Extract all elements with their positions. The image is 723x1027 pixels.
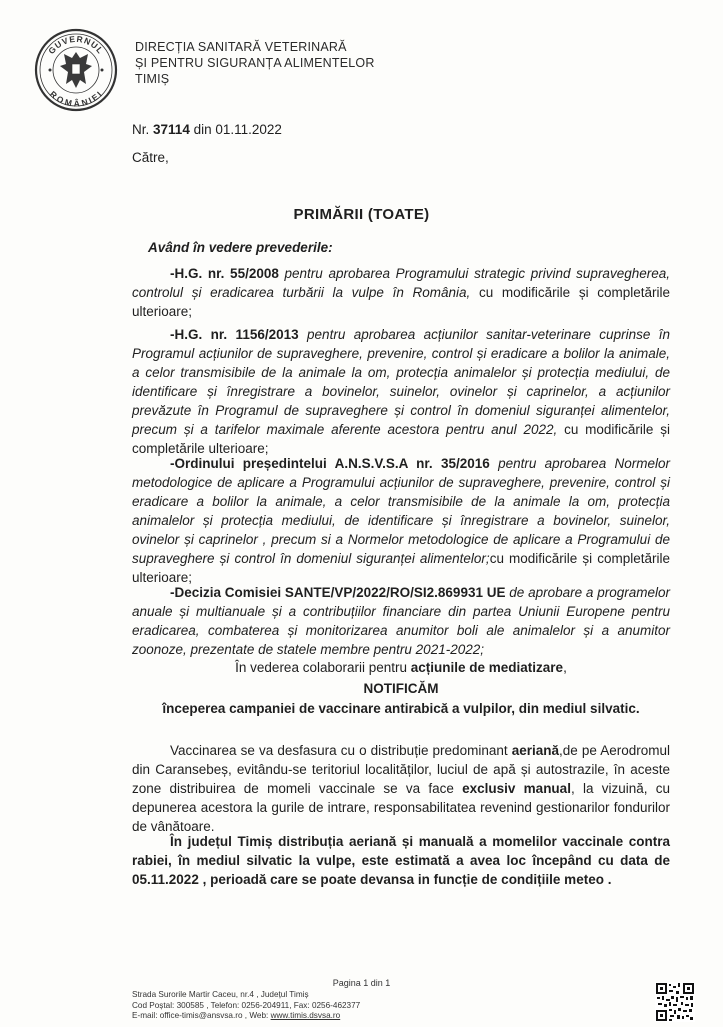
provision-text: pentru aprobarea Normelor metodologice de aplicare a Programului acțiunilor de supraveghere, prevenire, control și eradicare a bolilor la animale, a celor transmisibile de la animale la om, protecția animalelor și protecția mediului, de identificare și înregistrare a bovinelor, suinelor, ovinelor și caprinelor , precum si a Normelor metodologice de aplicare a Programului de supraveghere și control în domeniul siguranței alimentelor;: [132, 456, 671, 566]
institution-line-1: DIRECȚIA SANITARĂ VETERINARĂ: [135, 40, 347, 54]
intro-text: Având în vedere prevederile:: [148, 240, 333, 255]
provision-text: de aprobare a programelor anuale și multianuale și a contribuțiilor financiare din partea Uniunii Europene pentru eradicarea, combaterea și monitorizarea anumitor boli ale animalelor și a anumitor zoonoze, prezentate de statele membre pentru 2021-2022;: [132, 585, 670, 657]
institution-header: [135, 39, 375, 87]
addressee-label: Către,: [132, 150, 169, 165]
footer-web-link[interactable]: www.timis.dsvsa.ro: [270, 1011, 341, 1020]
notice-line-1-post: ,: [563, 660, 567, 675]
body1-bold-2: exclusiv manual: [462, 781, 571, 796]
footer-phone: Cod Poștal: 300585 , Telefon: 0256-204911, Fax: 0256-462377: [132, 1000, 361, 1010]
body1-part-2: ,de pe Aerodromul din Caransebeș, evitându-se teritoriul localităților, luciul de apă și autostrazile, în aceste zone distribuirea de momeli vaccinale se va face: [132, 743, 670, 796]
institution-line-3: TIMIȘ: [135, 72, 170, 86]
provision-tail: cu modificările și completările ulterioare;: [132, 422, 670, 456]
body1-part-1: Vaccinarea se va desfasura cu o distribuție predominant: [170, 743, 512, 758]
provision-4: [132, 583, 670, 659]
provision-text: pentru aprobarea Programului strategic privind supravegherea, controlul și eradicarea turbării la vulpe în România,: [132, 266, 670, 300]
reference-number: [132, 122, 282, 137]
notice-line-1-bold: acțiunile de mediatizare: [410, 660, 564, 675]
provision-1: [132, 264, 670, 321]
notice-line-3: [132, 699, 670, 718]
page-number: Pagina 1 din 1: [332, 978, 391, 988]
reference-number-value: 37114: [153, 122, 190, 137]
body1-bold-1: aeriană: [511, 743, 559, 758]
qr-code: [655, 982, 695, 1022]
notice-heading-text: NOTIFICĂM: [363, 681, 439, 696]
footer-email-web: [132, 1011, 360, 1022]
institution-line-2: ȘI PENTRU SIGURANȚA ALIMENTELOR: [135, 56, 375, 70]
body-paragraph-1: [132, 741, 670, 836]
provision-lead: -H.G. nr. 1156/2013: [170, 327, 299, 342]
notice-line-3-text: începerea campaniei de vaccinare antirabică a vulpilor, din mediul silvatic.: [162, 701, 640, 716]
provision-lead: -Decizia Comisiei SANTE/VP/2022/RO/SI2.869931 UE: [170, 585, 506, 600]
footer-email: E-mail: office-timis@ansvsa.ro , Web:: [132, 1011, 271, 1020]
reference-date: din 01.11.2022: [193, 122, 282, 137]
provision-2: [132, 325, 670, 458]
footer-contact: [132, 990, 360, 1022]
provision-text: pentru aprobarea acțiunilor sanitar-veterinare cuprinse în Programul acțiunilor de supraveghere, prevenire, control și eradicare a bolilor la animale, a celor transmisibile de la animale la om, protecția animalelor și protecția mediului, de identificare și înregistrare a bovinelor, suinelor, ovinelor și caprinelor, a acțiunilor prevăzute în Programul de supraveghere și control în domeniul siguranței alimentelor, precum și a tarifelor maximale aferente acestora pentru anul 2022,: [132, 327, 671, 437]
provision-lead: -Ordinului președintelui A.N.S.V.S.A nr. 35/2016: [170, 456, 490, 471]
reference-prefix: Nr.: [132, 122, 150, 137]
provision-tail: cu modificările și completările ulterioare;: [132, 285, 671, 319]
provision-tail: cu modificările și completările ulterioare;: [132, 551, 670, 585]
svg-text:GUVERNUL: GUVERNUL: [46, 33, 106, 56]
body2-text: În județul Timiș distribuția aeriană și manuală a momelilor vaccinale contra rabiei, în mediul silvatic la vulpe, este estimată a avea loc începând cu data de 05.11.2022 , perioadă care se poate devansa in funcție de condițiile meteo .: [132, 834, 670, 887]
government-seal: [34, 28, 118, 112]
recipient-title: PRIMĂRII (TOATE): [293, 206, 430, 223]
body1-part-3: , la vizuină, cu depunerea acestora la gurile de intrare, responsabilitatea revenind gestionarilor fondurilor de vânătoare.: [132, 781, 670, 834]
body-paragraph-2: [132, 832, 670, 889]
notice-heading: [132, 679, 670, 698]
provision-lead: -H.G. nr. 55/2008: [170, 266, 279, 281]
notice-line-1: [132, 658, 670, 677]
notice-line-1-text: În vederea colaborarii pentru: [235, 660, 411, 675]
footer-address: Strada Surorile Martir Caceu, nr.4 , Județul Timiș: [132, 990, 309, 999]
provision-3: [132, 454, 670, 587]
svg-text:ROMÂNIEI: ROMÂNIEI: [47, 88, 105, 109]
